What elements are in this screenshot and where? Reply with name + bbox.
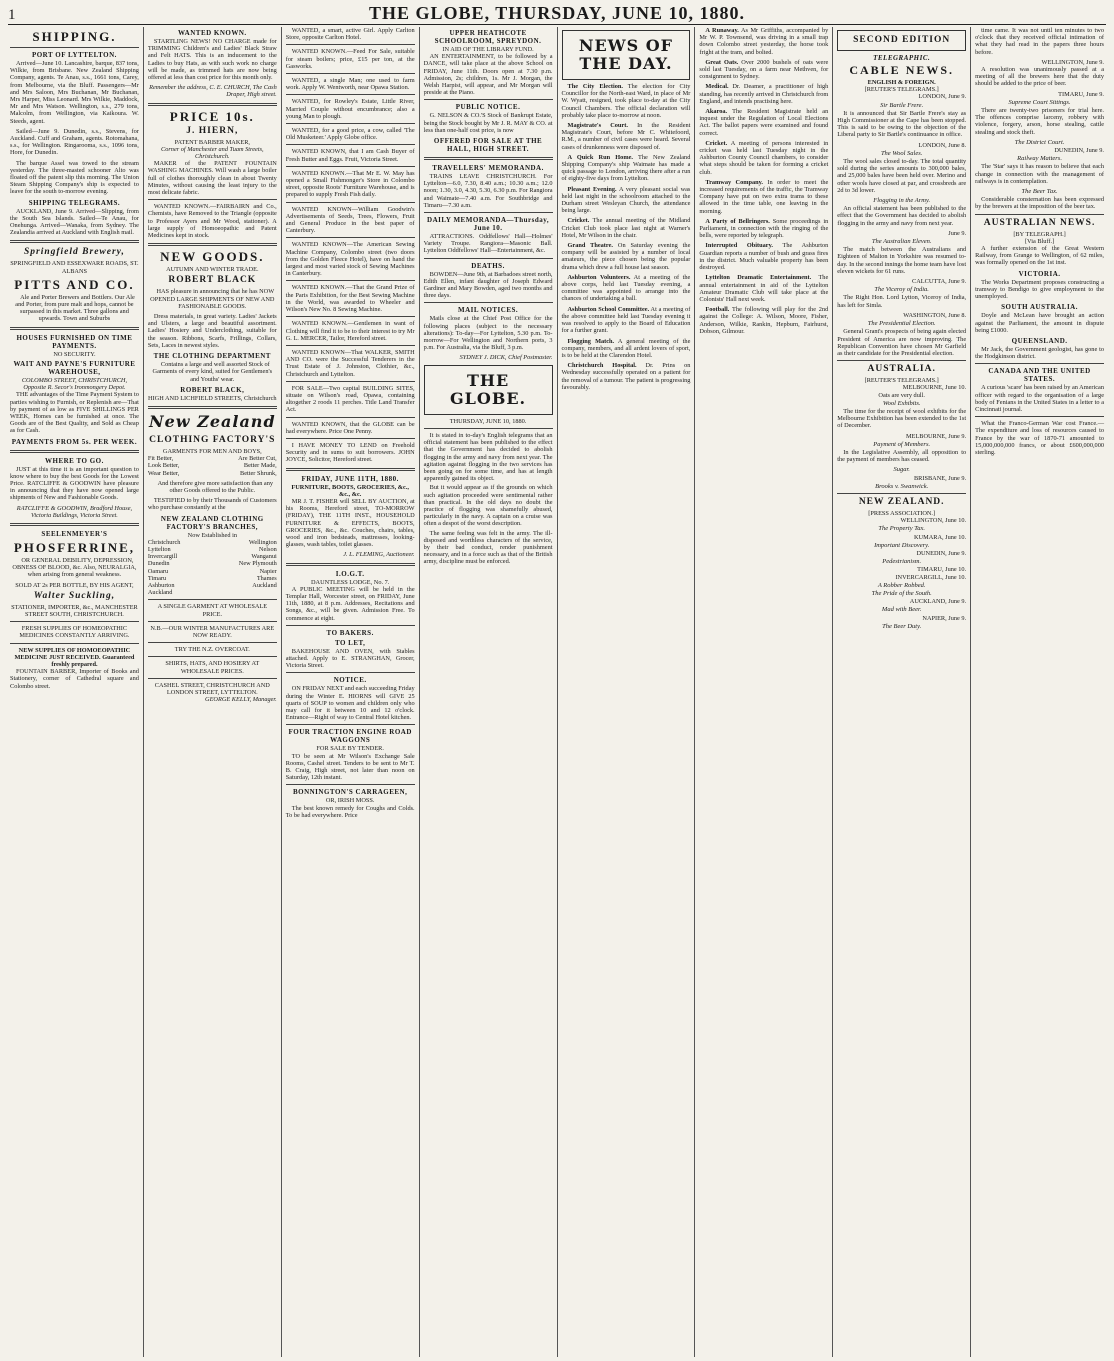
column-2: [144, 27, 282, 1357]
where-to-go-heading: WHERE TO GO.: [45, 456, 104, 465]
viceroy-body: The Right Hon. Lord Lytton, Viceroy of India, has left for Simla.: [837, 294, 967, 309]
small-ad: I HAVE MONEY TO LEND on Freehold Security and in sums to suit borrowers. JOHN JOYCE, Solicitor, Hereford street.: [285, 441, 415, 464]
hiern-body: MAKER of the PATENT FOUNTAIN WASHING MACHINES. Will wash a large boiler full of clothes thoroughly clean in about Twenty Minutes, without causing the least injury to the most delicate fabric.: [147, 160, 277, 197]
mail-notices-body: Mails close at the Chief Post Office for the following places (subject to the necessary alterations): To-day—For Lyttelton, 5.30 p.m. To-morrow—For Wellington and Northern ports, 3 p.m. For Australia, via the Bluff, 3 p.m.: [423, 315, 553, 352]
queensland-heading: QUEENSLAND.: [1011, 336, 1068, 345]
subhead: The Property Tax.: [878, 525, 926, 533]
news-item: Ashburton Volunteers. At a meeting of the above corps, held last Tuesday evening, a committee was appointed to arrange into the chances of undertaking a ball.: [561, 273, 691, 303]
mail-notices-heading: MAIL NOTICES.: [457, 306, 519, 315]
phosferrine-heading: PHOSFERRINE,: [13, 539, 136, 555]
subhead: Payment of Members.: [873, 440, 931, 448]
dateline: WASHINGTON, June 8.: [903, 311, 967, 319]
branches-heading: NEW ZEALAND CLOTHING FACTORY'S BRANCHES,: [160, 514, 264, 531]
wellington-body: A resolution was unanimously passed at a meeting of all the brewers here that the duty should be added to the price of beer.: [975, 66, 1104, 88]
established: Now Established in: [187, 531, 237, 539]
column-8: [971, 27, 1108, 1357]
small-ad: WANTED KNOWN, that I am Cash Buyer of Fresh Butter and Eggs. Fruit, Victoria Street.: [285, 148, 415, 163]
small-ad: WANTED KNOWN—That WALKER, SMITH AND CO. were the Successful Tenderers in the Trust Estate of J. Johnston, Clothier, &c., Christchurch and Lyttelton.: [285, 348, 415, 378]
press-tag: [PRESS ASSOCIATION.]: [868, 509, 936, 517]
subhead: Wool Exhibits.: [882, 399, 921, 407]
travellers-heading: TRAVELLERS' MEMORANDA.: [432, 164, 544, 173]
houses-heading: HOUSES FURNISHED ON TIME PAYMENTS.: [16, 333, 133, 350]
globe-date: THURSDAY, JUNE 10, 1880.: [449, 417, 527, 425]
small-ad: WANTED KNOWN—William Goodwin's Advertisements of Seeds, Trees, Flowers, Fruit and General Produce in the best paper of Canterbury.: [285, 205, 415, 235]
subhead: The Wool Sales.: [880, 149, 923, 157]
soup-notice: ON FRIDAY NEXT and each succeeding Friday during the Winter E. HIORNS will GIVE 25 quarts of SOUP to women and children only who may call for it between 10 and 12 o'clock. Entrance—Right of way to Central Hotel kitchen.: [285, 685, 415, 722]
wanted-known-heading: WANTED KNOWN.: [177, 29, 247, 37]
suckling-sub: STATIONER, IMPORTER, &c., MANCHESTER STREET SOUTH, CHRISTCHURCH.: [11, 603, 138, 618]
globe-masthead: [424, 365, 553, 415]
railway-body: The 'Star' says it has reason to believe that each change in connection with the management of railways is in contemplation.: [975, 163, 1104, 185]
robert-black-address: HIGH AND LICHFIELD STREETS, Christchurch: [148, 394, 277, 402]
subhead: Railway Matters.: [1017, 155, 1062, 163]
subhead: The Australian Eleven.: [871, 238, 932, 246]
dress-materials: Dress materials, in great variety. Ladies' Jackets and Ulsters, a large and beautiful assortment. Ladies' Hosiery and Underclothing, suitable for the season. Ribbons, Scarfs, Frillings, Collars, Sets, Laces in newest styles.: [147, 313, 277, 349]
where-to-go-body: JUST at this time it is an important question to know where to buy the best Goods for the Lowest Price. RATCLIFFE & GOODWIN have pleasure in announcing that they have now opened large shipments of New and Fashionable Goods.: [10, 465, 139, 502]
wait-payne-heading: WAIT AND PAYNE'S FURNITURE WAREHOUSE,: [13, 359, 136, 376]
dateline: KUMARA, June 10.: [914, 533, 967, 541]
autumn-winter: AUTUMN AND WINTER TRADE.: [166, 266, 259, 274]
news-item: Great Oats. Over 2000 bushels of oats were sold last Tuesday, on a farm near Methven, for consignment to Sydney.: [699, 58, 829, 81]
towns-list: Christchurch Wellington Lyttelton Nelson Invercargill Wanganui Dunedin New Plymouth Oamaru Napier Timaru Thames Ashburton Auckland Auckland: [147, 538, 277, 597]
news-item: Cricket. The annual meeting of the Midland Cricket Club took place last night at Warner's Hotel, Mr Wilson in the chair.: [561, 217, 691, 239]
auction-body: MR J. T. FISHER will SELL BY AUCTION, at his Rooms, Hereford street, TO-MORROW (FRIDAY), THE 11TH INST., HOUSEHOLD FURNITURE & EFFECTS, BOOTS, GROCERIES, &c., &c. Couches, chairs, tables, wood and iron bedsteads, mattresses, looking-glasses, wash tables, toilet glasses.: [285, 497, 415, 549]
queensland-body: Mr Jack, the Government geologist, has gone to the Hodgkinson district.: [975, 345, 1104, 361]
auctioneer-sign: J. L. FLEMING, Auctioneer.: [343, 551, 415, 559]
subhead: Sir Bartle Frere.: [880, 101, 924, 109]
homeopathic-heading: FRESH SUPPLIES OF HOMEOPATHIC MEDICINES CONSTANTLY ARRIVING.: [19, 625, 130, 640]
subhead: Pedestrianism.: [882, 558, 922, 566]
to-bakers: TO BAKERS.: [326, 628, 374, 637]
supreme-court-body: There are twenty-two prisoners for trial here. The offences comprise larceny, robbery with violence, forgery, arson, horse stealing, cattle stealing and stock theft.: [975, 107, 1104, 136]
news-item: Akaroa. The Resident Magistrate held an inquest under the Regulation of Local Elections Act. The ballot papers were examined and found correct.: [699, 108, 829, 137]
wanted-known-body: STARTLING NEWS! NO CHARGE made for TRIMMING Children's and Ladies' Black Straw and Felt HATS. This is an inducement to the Ladies to buy Hats, as with such work no charge will be made, as trimmed hats are now being offered at less than cost price for this month only.: [147, 38, 277, 82]
tender-heading: FOR SALE BY TENDER.: [316, 745, 384, 753]
subhead: Flogging in the Army.: [873, 197, 931, 205]
flogging-body: An official statement has been published to the effect that the Government has decided to abolish flogging in the army and navy from next year.: [837, 205, 967, 227]
small-ad: WANTED, for Rowley's Estate, Little River, Married Couple without encumbrance; also a young Man to plough.: [285, 98, 415, 120]
week-payments: PAYMENTS FROM 5s. PER WEEK.: [11, 437, 138, 446]
daily-memoranda-heading: DAILY MEMORANDA—Thursday, June 10.: [427, 216, 550, 233]
continued-text: time came. It was not until ten minutes to two o'clock that they received official intimation of what they had read in the papers three hours before.: [975, 27, 1104, 56]
news-item: The City Election. The election for City Councillor for the North-east Ward, in place of Mr W. Wyatt, resigned, took place to-day at the City Council Chambers. The official declaration will probably take place to-morrow at noon.: [561, 83, 691, 119]
dateline: TIMARU, June 10.: [917, 566, 967, 574]
editorial-paragraph: The same feeling was felt in the army. The ill-disposed and worthless characters of the service, by their bad conduct, render punishment necessary, and in a force such as that of the British army, discipline must be enforced.: [423, 529, 553, 566]
australian-body: A further extension of the Great Western Railway, from Grange to Wellington, of 62 miles, was formally opened on the 1st inst.: [975, 245, 1104, 267]
fountain-barber: FOUNTAIN BARBER, Importer of Books and Stationery, corner of Cathedral square and Colombo street.: [10, 668, 139, 690]
column-4: [420, 27, 558, 1357]
column-1: [6, 27, 144, 1357]
editorial-paragraph: It is stated in to-day's English telegrams that an official statement has been published to the effect that the Government has decided to abolish flogging in the army and navy from next year. The agitation against flogging in the two services has been going on for some time, and has at length apparently gained its object.: [423, 431, 553, 483]
suckling-name: Walter Suckling,: [33, 590, 116, 601]
via-bluff: [Via Bluff.]: [1024, 237, 1055, 245]
presidential-body: General Grant's prospects of being again elected President of America are now improving. The Republican Convention have chosen Mr Garfield as their candidate for the Presidential election.: [837, 328, 967, 357]
dateline: TIMARU, June 9.: [1058, 90, 1104, 98]
bonnington-body: The best known remedy for Coughs and Colds. To be had everywhere. Price: [285, 804, 415, 819]
pitts-heading: PITTS AND CO.: [14, 276, 135, 292]
payment-body: In the Legislative Assembly, all opposition to the payment of members has ceased.: [837, 448, 967, 464]
australia-heading: AUSTRALIA.: [867, 364, 936, 375]
subhead: Important Discovery.: [874, 541, 930, 549]
franco-german-body: What the Franco-German War cost France.—The expenditure and loss of resources caused to France by the war of 1870-71 amounted to 15,000,000,000 francs, or about £600,000,000 sterling.: [975, 420, 1104, 456]
clothing-factory-heading: CLOTHING FACTORY'S: [149, 434, 276, 445]
news-item: Cricket. A meeting of persons interested in cricket was held last Tuesday night in the Ashburton County Council chambers, to consider what steps should be taken for forming a cricket club.: [699, 139, 829, 176]
wait-payne-address: COLOMBO STREET, CHRISTCHURCH, Opposite R. Secor's Ironmongery Depot.: [21, 376, 128, 392]
canada-heading: CANADA AND THE UNITED STATES.: [988, 367, 1091, 384]
news-item: Flogging Match. A general meeting of the company, members, and all ardent lovers of sport, is to be held at the Clarendon Hotel.: [561, 337, 691, 359]
dateline: NAPIER, June 9.: [922, 614, 967, 622]
brewery-heading: Springfield Brewery,: [23, 247, 125, 258]
bakehouse-body: BAKEHOUSE AND OVEN, with Stables attached. Apply to E. STRANGHAN, Grocer, Victoria Street.: [285, 647, 415, 670]
wool-body: The wool sales closed to-day. The total quantity sold during the series amounts to 300,000 bales, and 25,000 bales have been held over. Merino and other wools have closed at par, and crossbreds are 2d to 3d lower.: [837, 158, 967, 194]
subhead: The Beer Tax.: [1021, 188, 1058, 196]
column-6: [695, 27, 833, 1357]
news-item: Medical. Dr. Deamer, a practitioner of high standing, has recently arrived in Christchurch from England, and intends practising here.: [699, 83, 829, 105]
shipping-expected: The barque Assel was towed to the stream yesterday. The three-masted schooner Alto was floated off the patent slip this morning. The Union Steam Shipping Company's ship is expected to leave for the south to-morrow evening.: [10, 159, 139, 196]
south-australia-heading: SOUTH AUSTRALIA.: [1001, 303, 1078, 312]
cable-news-heading: CABLE NEWS.: [849, 63, 955, 77]
robert-black-body: HAS pleasure in announcing that he has NOW OPENED LARGE SHIPMENTS OF NEW AND FASHIONABLE GOODS.: [150, 288, 275, 310]
news-item: Ashburton School Committee. At a meeting of the above committee held last Tuesday evening it was resolved to apply to the Board of Education for a further grant.: [561, 305, 691, 335]
dateline: LONDON, June 8.: [918, 141, 967, 149]
cashel-street: CASHEL STREET, CHRISTCHURCH AND LONDON STREET, LYTTELTON.: [154, 681, 270, 696]
frere-body: It is announced that Sir Bartle Frere's stay as High Commissioner at the Cape has been stopped. This is said to be owing to the objection of the Liberal party to Sir Bartle's continuance in office.: [837, 109, 967, 139]
subhead: The Viceroy of India.: [874, 286, 929, 294]
south-australia-body: Doyle and McLean have brought an action against the Parliament, the amount in dispute being £1000.: [975, 312, 1104, 334]
small-ad: WANTED, for a good price, a cow, called 'The Old Musketeer.' Apply Globe office.: [285, 127, 415, 142]
robert-black-footer: ROBERT BLACK,: [180, 385, 245, 394]
small-ad: WANTED KNOWN.—Feed For Sale, suitable for steam boilers; price, £15 per ton, at the Gasworks.: [285, 48, 415, 70]
victoria-heading: VICTORIA.: [1018, 269, 1061, 278]
kelly-manager: GEORGE KELLY, Manager.: [205, 696, 277, 704]
wait-payne-body: THE advantages of the Time Payment System to parties wishing to Furnish, or Replenish are—That by payment of as low as FIVE SHILLINGS PER WEEK, Homes can be furnished at once. The Goods are of the Best Quality, and Sold as Cheap as for Cash.: [10, 391, 139, 435]
houses-sub: NO SECURITY.: [53, 350, 96, 358]
church-sign: Remember the address, C. E. CHURCH, The Cash Draper, High street.: [149, 84, 277, 99]
page-columns: [6, 27, 1108, 1357]
fit-close: And therefore give more satisfaction than any other Goods offered to the Public.: [157, 479, 274, 494]
port-heading: PORT OF LYTTELTON.: [31, 51, 117, 59]
dateline: AUCKLAND, June 9.: [909, 598, 967, 606]
to-let: TO LET,: [334, 638, 366, 647]
news-item: A Party of Bellringers. Some proceedings in Parliament, in connection with the ringing of the bells, were reported by telegraph.: [699, 217, 829, 240]
subhead: Brooks v. Swanwick.: [875, 482, 929, 490]
offered-for-sale: OFFERED FOR SALE AT THE HALL, HIGH STREET.: [433, 137, 543, 154]
dateline: DUNEDIN, June 9.: [1054, 147, 1104, 155]
homeopathic-supplies: NEW SUPPLIES OF HOMOEOPATHIC MEDICINE JUST RECEIVED. Guaranteed freshly prepared.: [14, 646, 135, 668]
eleven-body: The match between the Australians and Eighteen of Malton in Yorkshire was resumed to-day. In the second innings the home team have lost eleven wickets for 61 runs.: [837, 246, 967, 275]
pitts-body: Ale and Porter Brewers and Bottlers. Our Ale and Porter, from pure malt and hops, cannot be surpassed in this market. Three gallons and upwards. Town and Suburbs: [15, 293, 135, 323]
dauntless-body: A PUBLIC MEETING will be held in the Templar Hall, Worcester street, on FRIDAY, June 11th, 1880, at 8 p.m. Addresses, Recitations and Songs, &c., will be given. Admission Free. To commence at eight.: [285, 585, 415, 622]
news-item: A Runaway. As Mr Griffiths, accompanied by Mr W. P. Townsend, was driving in a small trap down Colombo street yesterday, the horse took fright at the tram, and bolted.: [699, 27, 829, 56]
small-ad: FOR SALE—Two capital BUILDING SITES, situate on Wilson's road, Opawa, containing altogether 2 roods 11 perches. Title Land Transfer Act.: [285, 384, 415, 414]
fit-list: Fit Better, Are Better Cut, Look Better, Better Made, Wear Better, Better Shrunk,: [147, 455, 277, 477]
fairbairn-ad: WANTED KNOWN.—FAIRBAIRN and Co., Chemists, have Removed to the Triangle (opposite to Professor Ayers and Mr Wood, stationer). A large supply of Homoeopathic and Patent Medicines kept in stock.: [147, 203, 277, 240]
single-garment: A SINGLE GARMENT AT WHOLESALE PRICE.: [157, 603, 268, 618]
editorial-paragraph: But it would appear as if the grounds on which such agitation proceeded were sentimental rather than practical. In the old days no doubt the practice of flogging was shamefully abused, particularly in the navy. A captain on a cruise was often a despot of the worst description.: [423, 484, 553, 528]
news-item: Football. The following will play for the 2nd against the College: A. Wilson, Moore, Fisher, Anderson, Wilkie, Rankin, Hepburn, Fairhurst, Dobson, Gilmour.: [699, 306, 829, 335]
dateline: WELLINGTON, June 9.: [1041, 58, 1104, 66]
auction-date: FRIDAY, JUNE 11TH, 1880.: [301, 474, 399, 483]
clothing-dept-heading: THE CLOTHING DEPARTMENT: [153, 352, 271, 361]
telegraphic-heading: TELEGRAPHIC.: [873, 54, 931, 62]
subhead: Supreme Court Sittings.: [1008, 98, 1071, 106]
shipping-heading: SHIPPING.: [32, 29, 117, 44]
hiern-name: J. HIERN,: [186, 125, 239, 136]
hiern-address: Corner of Manchester and Tuam Streets, Christchurch.: [161, 145, 264, 161]
globe-title: THE GLOBE.: [449, 370, 527, 408]
robert-black-heading: ROBERT BLACK: [168, 275, 257, 286]
ratcliffe-sign: RATCLIFFE & GOODWIN, Bradford House, Victoria Buildings, Victoria Street.: [16, 504, 133, 519]
small-ad: WANTED, a single Man; one used to farm work. Apply W. Wentworth, near Opawa Station.: [285, 77, 415, 92]
daily-memoranda-body: ATTRACTIONS. Oddfellows' Hall—Holmes' Variety Troupe. Rangiora—Masonic Ball. Lyttelton Oddfellows' Hall—Entertainment, &c.: [423, 233, 553, 255]
dateline: MELBOURNE, June 10.: [902, 384, 967, 392]
heathcote-heading: UPPER HEATHCOTE SCHOOLROOM, SPREYDON.: [434, 29, 542, 45]
shipping-sailed: Sailed—June 9. Dunedin, s.s., Stevens, for Auckland. Cuff and Graham, agents. Rotomahana, s.s., for Wellington. Ringarooma, s.s., 1096 tons, Hore, for Dunedin.: [10, 127, 139, 157]
column-7: [833, 27, 971, 1357]
dateline: CALCUTTA, June 9.: [912, 278, 967, 286]
public-notice-heading: PUBLIC NOTICE.: [455, 103, 521, 112]
news-item: Tramway Company. In order to meet the increased requirements of the traffic, the Tramway Company have put on two extra trams to these allowed in the time table, one leaving in the morning.: [699, 178, 829, 215]
newspaper-title: THE GLOBE, THURSDAY, JUNE 10, 1880.: [369, 3, 745, 23]
english-foreign: ENGLISH & FOREIGN.: [867, 79, 936, 86]
deaths-body: BOWDEN—June 9th, at Barbadoes street north, Edith Ellen, infant daughter of Joseph Edward Gardiner and Mary Bowden, aged two months and three days.: [423, 270, 553, 300]
subhead: Sugar.: [893, 466, 910, 474]
entertainment-body: AN ENTERTAINMENT, to be followed by a DANCE, will take place at the above School on FRIDAY, June 11th. Doors open at 7.30 p.m. Admission, 2s; children, 1s. Mr J. Morgan, the Welsh Harpist, will appear, and Mr Morgan will preside at the Piano.: [423, 53, 553, 97]
reuter-tag: [REUTER'S TELEGRAMS.]: [864, 377, 939, 385]
dateline: WELLINGTON, June 10.: [900, 517, 967, 525]
traction-heading: FOUR TRACTION ENGINE ROAD WAGGONS: [288, 728, 412, 745]
victoria-body: The Works Department proposes constructing a tramway to Bendigo to give employment to the unemployed.: [975, 278, 1104, 301]
masthead: [8, 4, 1106, 25]
column-3: [282, 27, 420, 1357]
dateline: DUNEDIN, June 9.: [916, 549, 967, 557]
try-overcoat: TRY THE N.Z. OVERCOAT.: [174, 646, 250, 654]
nelson-body: G. NELSON & CO.'S Stock of Bankrupt Estate, being the Stock bought by Mr J. R. MAY & CO. at less than one-half cost price, is now: [423, 112, 553, 134]
tender-body: TO be seen at Mr Wilson's Exchange Sale Rooms, Cashel street. Tenders to be sent to Mr T. B. Craig, High street, not later than noon on Saturday, 12th instant.: [285, 752, 415, 782]
dauntless-lodge: DAUNTLESS LODGE, No. 7.: [311, 578, 390, 586]
travellers-body: TRAINS LEAVE CHRISTCHURCH. For Lyttelton—6.0, 7.30, 8.40 a.m.; 10.30 a.m.; 12.0 noon; 1.30, 3.0, 4.30, 5.30, 6.30 p.m. For Rangiora and Waimate—7.40 a.m. For Southbridge and Timaru—7.30 a.m.: [423, 173, 553, 209]
auction-heading: FURNITURE, BOOTS, GROCERIES, &c., &c., &c.: [291, 483, 409, 498]
new-zealand-news-heading: NEW ZEALAND.: [858, 496, 945, 507]
news-of-the-day-heading: NEWS OF THE DAY.: [578, 36, 674, 73]
australian-news-heading: AUSTRALIAN NEWS.: [983, 217, 1096, 228]
new-goods-heading: NEW GOODS.: [160, 249, 265, 265]
subhead: The Beer Duty.: [882, 622, 922, 630]
subhead: The District Court.: [1014, 138, 1065, 146]
shipping-telegrams-heading: SHIPPING TELEGRAMS.: [28, 198, 121, 207]
news-item: Magistrate's Court. In the Resident Magistrate's Court, before Mr C. Whitefoord, R.M., a number of civil cases were heard. Several cases of drunkenness were disposed of.: [561, 122, 691, 151]
clothing-dept-body: Contains a large and well assorted Stock of Garments of every kind, suited for Gentlemen's and Youths' wear.: [152, 361, 273, 383]
iogt-heading: I.O.G.T.: [335, 569, 365, 578]
news-item: A Quick Run Home. The New Zealand Shipping Company's ship Waimate has made a quick passage to London, arriving there after a run of eighty-five days from Lyttelton.: [561, 153, 691, 183]
news-item: Grand Theatre. On Saturday evening the company will be assisted by a number of local amateurs, the piece chosen being the popular drama which drew a full house last season.: [561, 242, 691, 271]
subhead: Mad with Beer.: [881, 606, 922, 614]
by-telegraph: [BY TELEGRAPH.]: [1013, 230, 1066, 238]
irish-moss: OR, IRISH MOSS.: [325, 797, 375, 805]
dateline: INVERCARGILL, June 10.: [895, 573, 967, 581]
deaths-heading: DEATHS.: [471, 261, 505, 270]
reuter-tag: [REUTER'S TELEGRAMS.]: [864, 86, 939, 94]
dateline: BRISBANE, June 9.: [913, 474, 967, 482]
brewery-sub: SPRINGFIELD AND ESSEXWARE ROADS, ST. ALBANS: [10, 260, 139, 275]
small-ad: WANTED KNOWN.—That Mr E. W. May has opened a Small Fishmonger's Store in Colombo street, opposite Roots' Furniture Warehouse, and is prepared to supply Fresh Fish daily.: [285, 169, 415, 199]
dateline: MELBOURNE, June 9.: [905, 432, 967, 440]
exhibits-body: The time for the receipt of wool exhibits for the Melbourne Exhibition has been extended to the 1st of December.: [837, 407, 967, 430]
notice-heading: NOTICE.: [333, 676, 367, 685]
bonnington-heading: BONNINGTON'S CARRAGEEN,: [292, 788, 408, 797]
testified: TESTIFIED to by their Thousands of Customers who purchase constantly at the: [147, 497, 277, 512]
small-ad: WANTED KNOWN—The American Sewing Machine Company, Colombo street (two doors from the Golden Fleece Hotel), have on hand the largest and most varied stock of Sewing Machines in Canterbury.: [285, 241, 415, 278]
news-item: Interrupted Obituary. The Ashburton Guardian reports a number of bush and grass fires in the district. Much valuable property has been destroyed.: [699, 242, 829, 272]
oats-line: Oats are very dull.: [878, 391, 925, 399]
small-ad: WANTED KNOWN.—That the Grand Prize of the Paris Exhibition, for the Best Sewing Machine in the World, was awarded to Wheeler and Wilson's New No. 8 Sewing Machine.: [285, 284, 415, 314]
dateline: LONDON, June 9.: [918, 93, 967, 101]
price-heading: PRICE 10s.: [169, 108, 255, 124]
news-item: Christchurch Hospital. Dr. Prins on Wednesday successfully operated on a patient for the removal of a tumour. The patient is progressing favourably.: [561, 362, 691, 391]
subhead: The Presidential Election.: [867, 320, 936, 328]
small-ad: WANTED KNOWN.—Gentlemen in want of Clothing will find it to be to their interest to try Mr G. L. MERCER, Tailor, Hereford street.: [285, 320, 415, 342]
news-item: Pleasant Evening. A very pleasant social was held last night in the schoolroom attached to the Durham street Wesleyan Church, the attendance being large.: [561, 185, 691, 215]
page-number: 1: [8, 7, 16, 23]
phosferrine-price: SOLD AT 2s PER BOTTLE, BY HIS AGENT,: [15, 581, 134, 589]
shirts-hats: SHIRTS, HATS, AND HOSIERY AT WHOLESALE PRICES.: [165, 660, 260, 675]
shipping-telegrams-body: AUCKLAND, June 9. Arrived—Slipping, from the South Sea Islands. Sailed—Te Anau, for Onehunga. Arrived—Wanaka, from Sydney. The Zealandia arrived at Auckland with English mail.: [10, 207, 139, 237]
shipping-arrived: Arrived—June 10. Lancashire, barque, 837 tons, Wilkie, from Brisbane. New Zealand Shipping Company, agents. Te Anau, s.s., 1661 tons, Carey, from Melbourne, via the Bluff. Passengers—Mr and Mrs Saloon, Mrs Buchanan, Mr Buchanan, Mrs Harper, Miss Leonard. Mrs Wilkie, Maddock, Mr and Mrs Watson. Wellington, s.s., 279 tons, Malcolm, from Wellington, via Kaikoura. W. Steeds, agent.: [10, 60, 139, 125]
subhead: A Robber Robbed.: [877, 581, 926, 589]
column-5: [558, 27, 696, 1357]
postmaster-sign: SYDNEY J. DICK, Chief Postmaster.: [459, 354, 553, 362]
garments-line: GARMENTS FOR MEN AND BOYS,: [162, 447, 262, 455]
seelenmeyer-heading: SEELENMEYER'S: [41, 529, 108, 538]
library-fund: IN AID OF THE LIBRARY FUND.: [442, 46, 534, 53]
canada-body: A curious 'scare' has been raised by an American officer with regard to the organisation of a large body of Fenians in the United States in a letter to a Cincinnati journal.: [975, 384, 1104, 413]
small-ad: WANTED KNOWN, that the GLOBE can be had everywhere. Price One Penny.: [285, 420, 415, 435]
phosferrine-body: OR GENERAL DEBILITY, DEPRESSION, OBNESS OF BLOOD, &c. Also, NEURALGIA, when arising from general weakness.: [12, 556, 137, 579]
news-item: Lyttelton Dramatic Entertainment. The annual entertainment in aid of the Lyttelton Amateur Dramatic Club will take place at the Colonists' Hall next week.: [699, 274, 829, 303]
dateline: June 9.: [948, 229, 967, 237]
subhead: The Pride of the South.: [871, 589, 932, 597]
small-ad: WANTED, a smart, active Girl. Apply Carlton Store, opposite Carlton Hotel.: [285, 27, 415, 42]
second-edition-heading: SECOND EDITION: [853, 35, 951, 45]
hiern-sub: PATENT BARBER MAKER,: [174, 138, 251, 146]
winter-manufactures: N.B.—OUR WINTER MANUFACTURES ARE NOW READY.: [150, 624, 275, 639]
beer-tax-body: Considerable consternation has been expressed by the brewers at the imposition of the beer tax.: [975, 196, 1104, 211]
new-zealand-heading: New Zealand: [148, 411, 276, 431]
